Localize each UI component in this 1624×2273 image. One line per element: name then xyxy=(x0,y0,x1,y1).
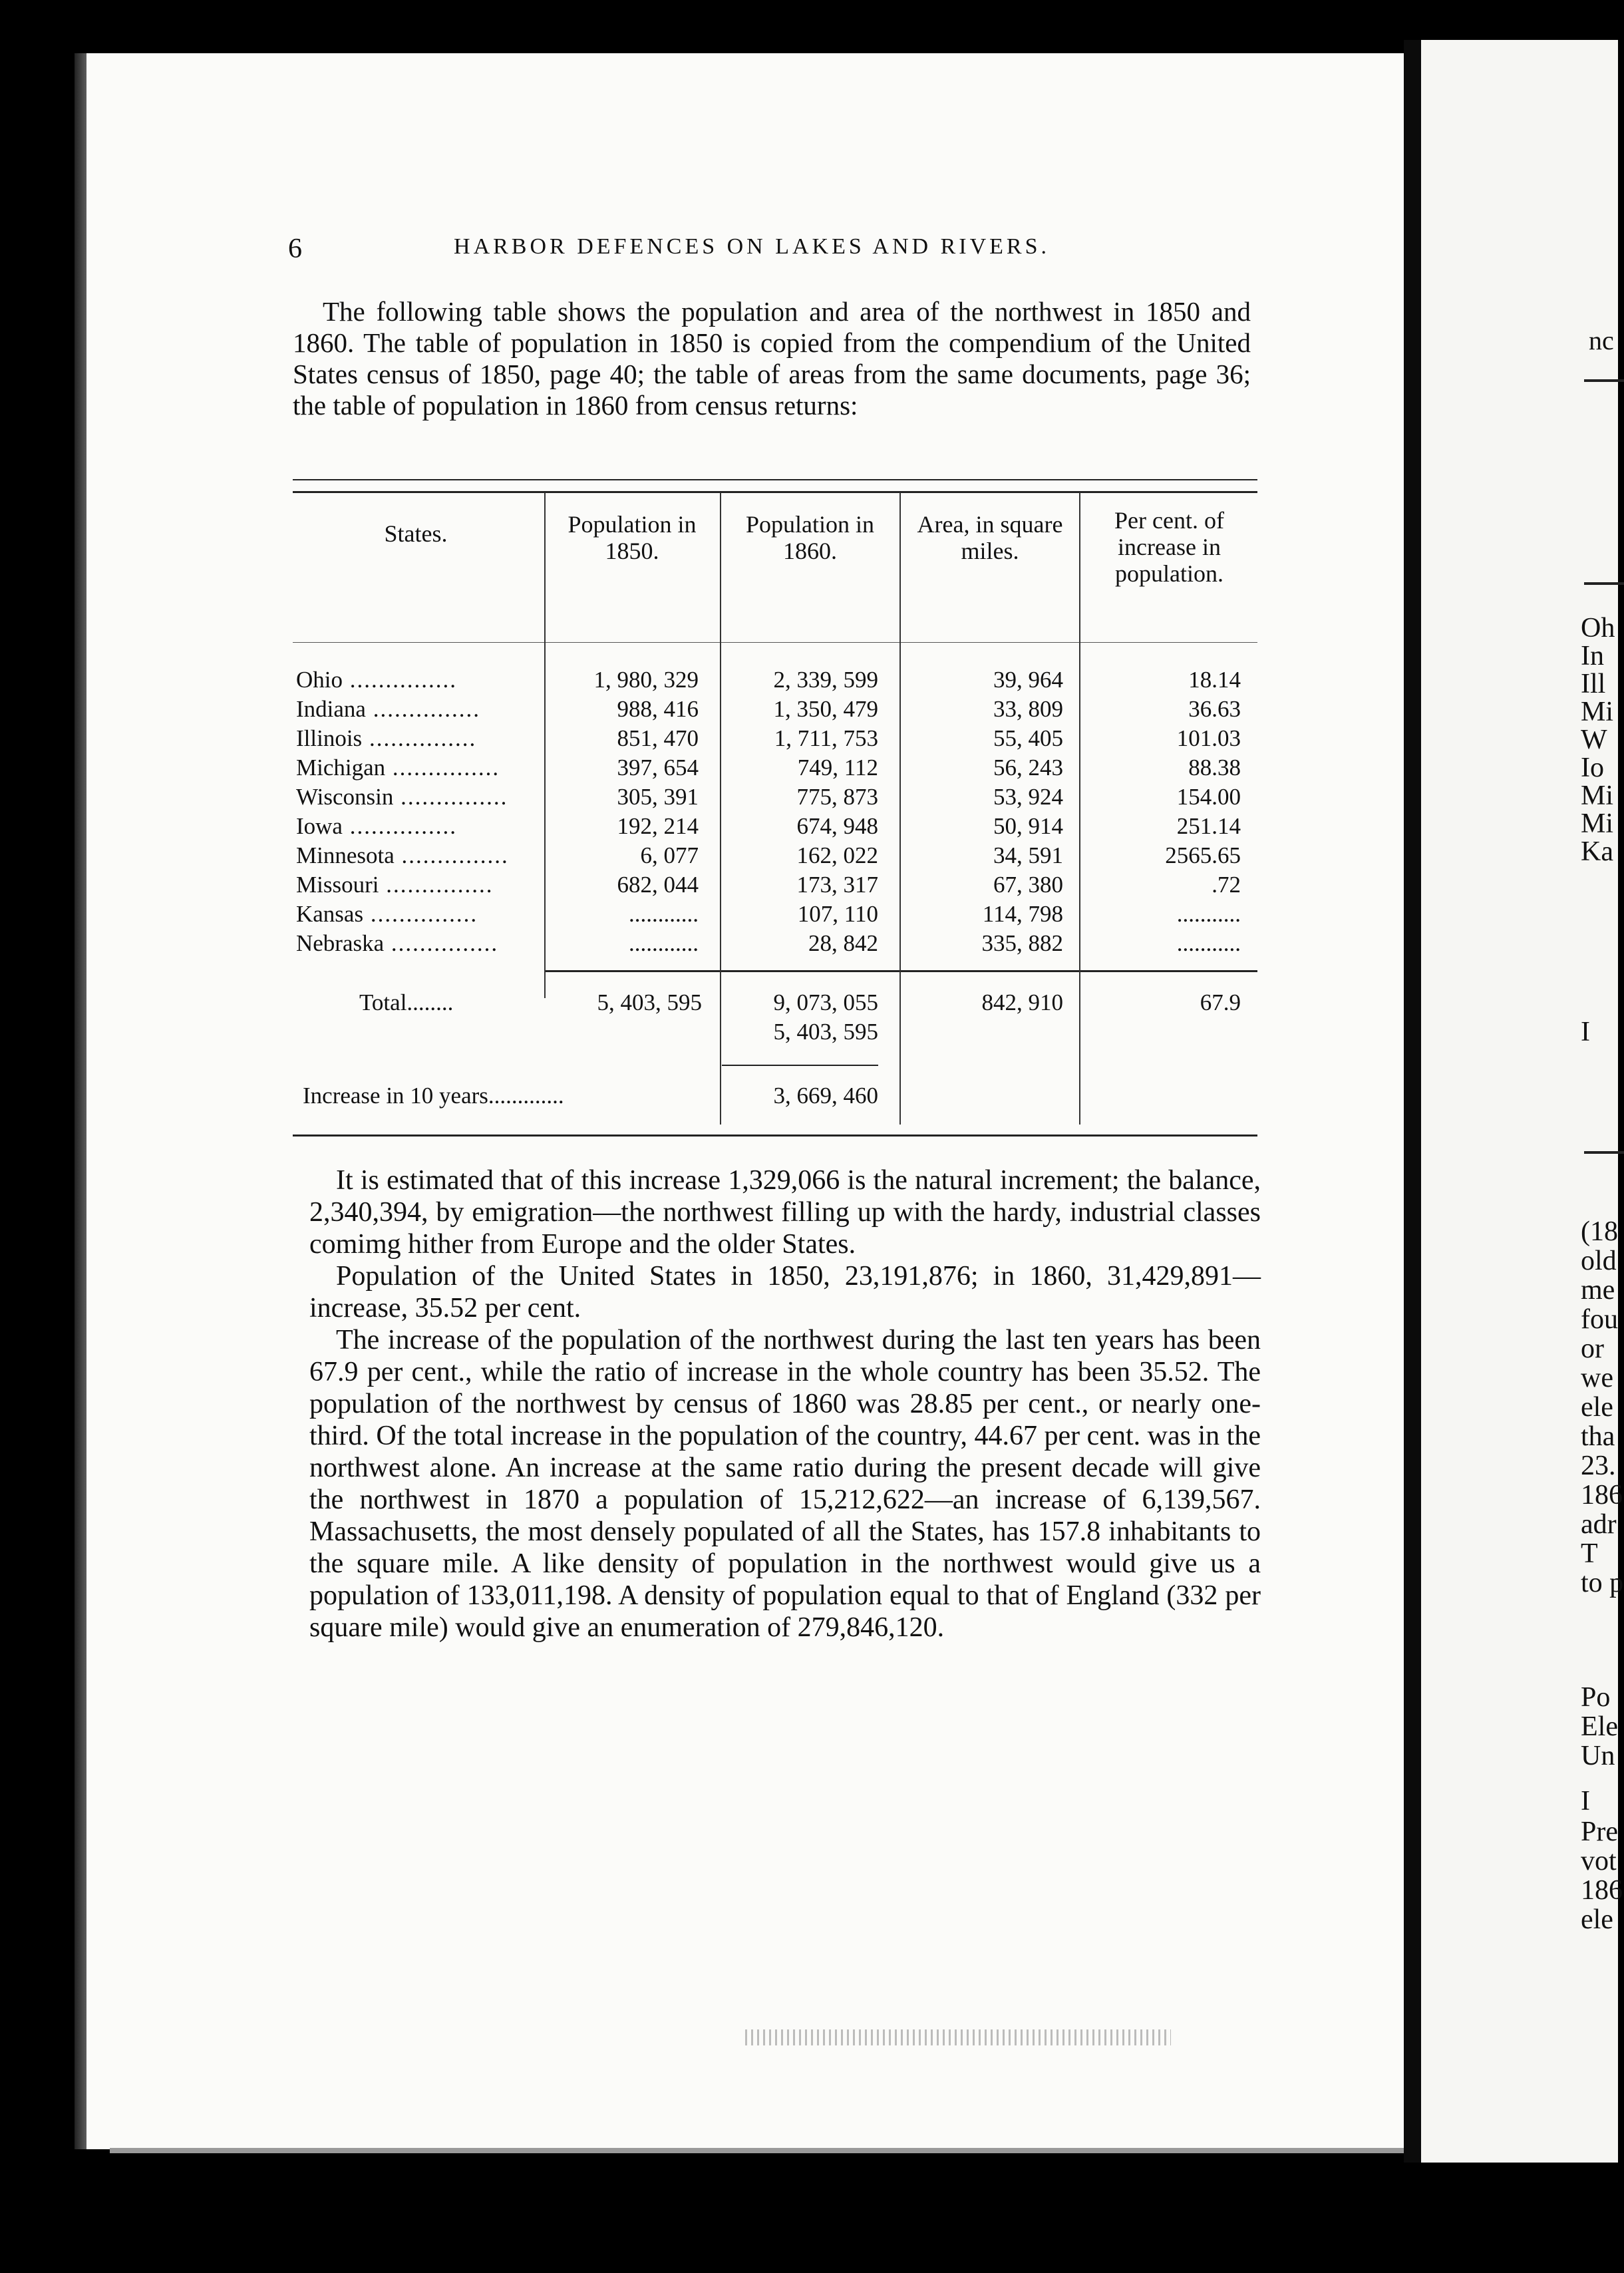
facing-page-fragment: adr xyxy=(1581,1509,1617,1540)
table-rule-increase xyxy=(722,1065,878,1066)
facing-page-fragment: I xyxy=(1581,1786,1590,1817)
total-pop-1860: 9, 073, 055 xyxy=(773,989,878,1015)
facing-page-rule xyxy=(1584,379,1624,382)
facing-page-fragment: Oh xyxy=(1581,613,1615,643)
facing-page-fragment: fou xyxy=(1581,1304,1618,1335)
pop-1850-cell: 397, 654 xyxy=(617,755,699,781)
facing-page-fragment: Mi xyxy=(1581,697,1614,727)
facing-page-fragment: Io xyxy=(1581,753,1604,783)
column-header-states: States. xyxy=(384,520,448,547)
table-rule-bottom xyxy=(293,1135,1257,1136)
column-divider xyxy=(544,492,546,998)
percent-cell: 2565.65 xyxy=(1165,842,1241,868)
facing-page-fragment: old xyxy=(1581,1246,1617,1276)
facing-page-fragment: 186 xyxy=(1581,1875,1623,1906)
area-cell: 56, 243 xyxy=(993,755,1063,781)
total-area: 842, 910 xyxy=(981,989,1063,1015)
facing-page-fragment: vot xyxy=(1581,1846,1617,1876)
facing-page xyxy=(1421,40,1624,2163)
facing-page-fragment: or xyxy=(1581,1333,1604,1364)
state-name: Illinois xyxy=(296,725,363,751)
column-divider xyxy=(720,492,721,1125)
pop-1850-cell: 305, 391 xyxy=(617,784,699,810)
state-name: Ohio xyxy=(296,667,343,693)
page-edge xyxy=(110,2148,1407,2153)
table-rule-header xyxy=(293,642,1257,643)
facing-page-fragment: Pre xyxy=(1581,1817,1618,1847)
percent-cell: ........... xyxy=(1176,901,1241,927)
table-rule-top xyxy=(293,479,1257,480)
pop-1850-cell: 682, 044 xyxy=(617,872,699,898)
area-cell: 335, 882 xyxy=(981,930,1063,956)
population-table: States. Population in 1850. Population in 1860. Area, in square miles. Per cent. of increase in population. Ohio ............... 1, 980, 329 2, 339, 599 39, 964 18.14 Indiana ............... 988, 416 1, 350, 479 33, 809 36.63 Illinois ............... 851, 470 1, 711, 753 55, 405 101.03 Michigan ............... 397, 654 749, 112 56, 243 88.38 Wisconsin ............... 305, 391 775, 873 53, 924 154.00 Iowa ............... 192, 214 674, 948 50, 914 251.14 Minnesota ............... 6, 077 162, 022 34, 591 2565.65 Missouri ............... 682, 044 173, 317 67, 380 .72 Kansas ............... ............ 107, 110 114, 798 ........... Nebraska ............... ............ 28, 842 335, 882 ........... Total........ 5, 403, 595 9, 073, 055 5, 403, 595 842, 910 67.9 Increase in 10 years............. 3, 669, 460 xyxy=(293,479,1257,1135)
facing-page-rule xyxy=(1584,582,1624,585)
column-divider xyxy=(899,492,901,1125)
state-name: Indiana xyxy=(296,696,366,722)
column-header-area: Area, in square miles. xyxy=(917,511,1063,564)
percent-cell: 18.14 xyxy=(1188,667,1241,693)
page-number: 6 xyxy=(288,234,302,264)
column-divider xyxy=(1079,492,1080,1125)
pop-1860-cell: 173, 317 xyxy=(796,872,878,898)
column-header-pop-1860: Population in 1860. xyxy=(745,511,874,564)
pop-1860-cell: 775, 873 xyxy=(796,784,878,810)
pop-1860-cell: 2, 339, 599 xyxy=(773,667,878,693)
running-title: HARBOR DEFENCES ON LAKES AND RIVERS. xyxy=(454,234,1050,259)
pop-1860-cell: 749, 112 xyxy=(797,755,878,781)
total-percent: 67.9 xyxy=(1200,989,1241,1015)
column-header-pop-1850: Population in 1850. xyxy=(568,511,697,564)
pop-1850-cell: 988, 416 xyxy=(617,696,699,722)
state-name: Michigan xyxy=(296,755,386,781)
paragraph: Population of the United States in 1850, 23,191,876; in 1860, 31,429,891—increase, 35.52 per cent. xyxy=(309,1261,1261,1323)
facing-page-rule xyxy=(1584,1151,1624,1154)
pop-1860-cell: 674, 948 xyxy=(796,813,878,839)
pop-1850-cell: ............ xyxy=(629,901,699,927)
facing-page-fragment: Mi xyxy=(1581,808,1614,839)
percent-cell: 88.38 xyxy=(1188,755,1241,781)
facing-page-fragment: to p xyxy=(1581,1568,1624,1598)
intro-paragraph: The following table shows the population and area of the northwest in 1850 and 1860. The table of population in 1850 is copied from the compendium of the United States census of 1850, page 40; the table of areas from the same documents, page 36; the table of population in 1860 from census returns: xyxy=(293,296,1251,421)
state-name: Minnesota xyxy=(296,842,395,868)
column-header-percent: Per cent. of increase in population. xyxy=(1114,507,1224,587)
pop-1860-cell: 28, 842 xyxy=(808,930,878,956)
facing-page-fragment: I xyxy=(1581,1017,1590,1047)
percent-cell: 36.63 xyxy=(1188,696,1241,722)
pop-1860-cell: 1, 711, 753 xyxy=(774,725,878,751)
pop-1850-cell: 851, 470 xyxy=(617,725,699,751)
percent-cell: 251.14 xyxy=(1176,813,1241,839)
total-pop-1850: 5, 403, 595 xyxy=(597,989,702,1015)
area-cell: 114, 798 xyxy=(982,901,1063,927)
facing-page-fragment: Ka xyxy=(1581,836,1613,867)
percent-cell: 154.00 xyxy=(1176,784,1241,810)
total-label: Total xyxy=(359,989,407,1015)
facing-page-fragment: W xyxy=(1581,725,1607,755)
facing-page-fragment: tha xyxy=(1581,1421,1615,1452)
state-name: Kansas xyxy=(296,901,364,927)
facing-page-fragment: 23. xyxy=(1581,1451,1616,1481)
facing-page-fragment: Po xyxy=(1581,1682,1611,1713)
print-artifact xyxy=(745,2029,1171,2045)
body-text xyxy=(309,1164,1261,1644)
facing-page-fragment: ele xyxy=(1581,1904,1613,1935)
area-cell: 50, 914 xyxy=(993,813,1063,839)
table-rule-top-thick xyxy=(293,491,1257,493)
increase-value: 3, 669, 460 xyxy=(773,1083,878,1109)
facing-page-fragment: Un xyxy=(1581,1741,1615,1771)
pop-1860-cell: 1, 350, 479 xyxy=(773,696,878,722)
facing-page-fragment: Ill xyxy=(1581,669,1606,699)
percent-cell: .72 xyxy=(1212,872,1241,898)
facing-page-fragment: me xyxy=(1581,1275,1615,1306)
facing-page-fragment: 186 xyxy=(1581,1480,1623,1510)
facing-page-fragment: nc xyxy=(1589,325,1614,355)
facing-page-fragment: Ele xyxy=(1581,1711,1618,1742)
paragraph: The increase of the population of the northwest during the last ten years has been 67.9 per cent., while the ratio of increase in the whole country has been 35.52. The population of the northwest by census of 1860 was 28.85 per cent., or nearly one-third. Of the total increase in the population of the country, 44.67 per cent. was in the northwest alone. An increase at the same ratio during the present decade will give the northwest in 1870 a population of 15,212,622—an increase of 6,139,567. Massachusetts, the most densely populated of all the States, has 157.8 inhabitants to the square mile. A like density of population in the northwest would give us a population of 133,011,198. A density of population equal to that of England (332 per square mile) would give an enumeration of 279,846,120. xyxy=(309,1325,1261,1643)
pop-1860-cell: 162, 022 xyxy=(796,842,878,868)
state-name: Iowa xyxy=(296,813,343,839)
state-name: Missouri xyxy=(296,872,379,898)
book-gutter xyxy=(1404,40,1421,2163)
percent-cell: 101.03 xyxy=(1176,725,1241,751)
percent-cell: ........... xyxy=(1176,930,1241,956)
pop-1850-cell: 6, 077 xyxy=(640,842,699,868)
area-cell: 55, 405 xyxy=(993,725,1063,751)
pop-1850-cell: 192, 214 xyxy=(617,813,699,839)
facing-page-fragment: Mi xyxy=(1581,781,1614,811)
state-name: Nebraska xyxy=(296,930,385,956)
table-rule-total xyxy=(546,970,1257,972)
state-name: Wisconsin xyxy=(296,784,394,810)
facing-page-fragment: (18 xyxy=(1581,1216,1618,1247)
area-cell: 39, 964 xyxy=(993,667,1063,693)
facing-page-fragment: T xyxy=(1581,1538,1598,1569)
increase-label: Increase in 10 years xyxy=(303,1083,488,1109)
pop-1860-cell: 107, 110 xyxy=(797,901,878,927)
pop-1850-cell: ............ xyxy=(629,930,699,956)
area-cell: 33, 809 xyxy=(993,696,1063,722)
pop-1850-cell: 1, 980, 329 xyxy=(593,667,699,693)
area-cell: 53, 924 xyxy=(993,784,1063,810)
facing-page-fragment: we xyxy=(1581,1363,1613,1393)
total-pop-1850-subtracted: 5, 403, 595 xyxy=(773,1019,878,1045)
area-cell: 67, 380 xyxy=(993,872,1063,898)
paragraph: It is estimated that of this increase 1,329,066 is the natural increment; the balance, 2,340,394, by emigration—the northwest filling up with the hardy, industrial classes comimg hither from Europe and the older States. xyxy=(309,1165,1261,1260)
facing-page-fragment: In xyxy=(1581,641,1604,671)
facing-page-fragment: ele xyxy=(1581,1392,1613,1423)
area-cell: 34, 591 xyxy=(993,842,1063,868)
